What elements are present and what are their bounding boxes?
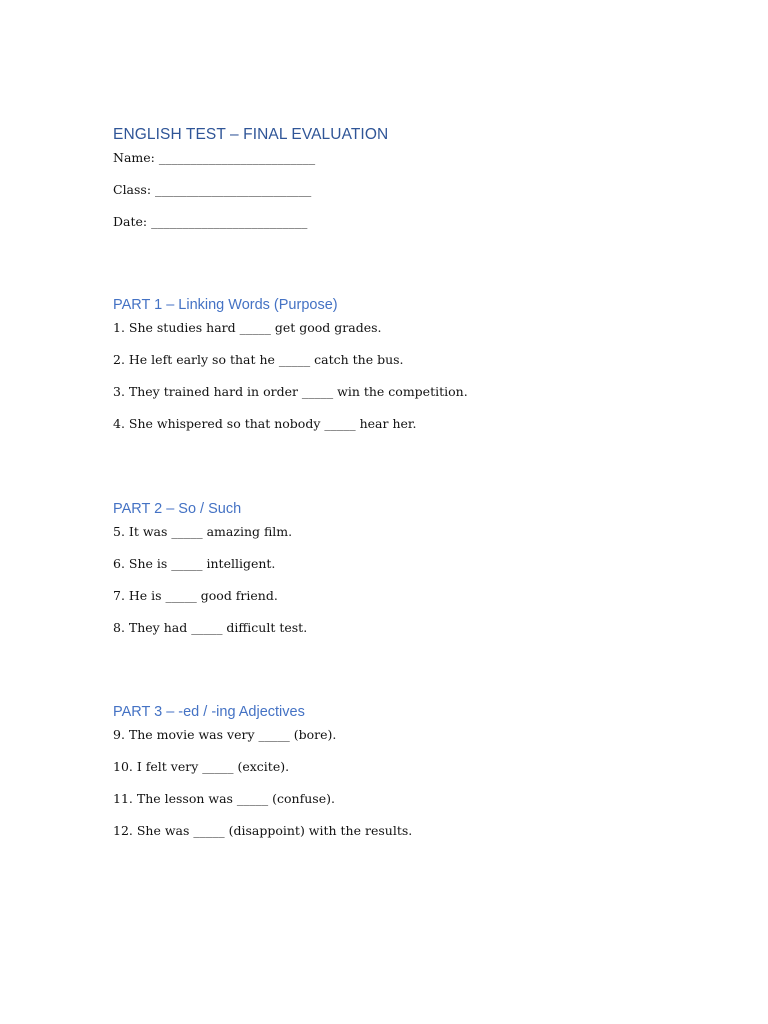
question-9: 9. The movie was very _____ (bore). — [113, 727, 337, 742]
name-field: Name: _________________________ — [113, 150, 316, 165]
part1-heading: PART 1 – Linking Words (Purpose) — [113, 297, 338, 313]
date-field: Date: _________________________ — [113, 214, 308, 229]
document-title: ENGLISH TEST – FINAL EVALUATION — [113, 126, 389, 143]
question-4: 4. She whispered so that nobody _____ hear her. — [113, 416, 417, 431]
question-8: 8. They had _____ difficult test. — [113, 620, 308, 635]
question-6: 6. She is _____ intelligent. — [113, 556, 276, 571]
part3-heading: PART 3 – -ed / -ing Adjectives — [113, 704, 305, 720]
question-11: 11. The lesson was _____ (confuse). — [113, 791, 335, 806]
class-field: Class: _________________________ — [113, 182, 312, 197]
question-10: 10. I felt very _____ (excite). — [113, 759, 290, 774]
question-2: 2. He left early so that he _____ catch the bus. — [113, 352, 404, 367]
part2-heading: PART 2 – So / Such — [113, 501, 242, 517]
question-1: 1. She studies hard _____ get good grades. — [113, 320, 382, 335]
question-5: 5. It was _____ amazing film. — [113, 524, 293, 539]
question-12: 12. She was _____ (disappoint) with the results. — [113, 823, 413, 838]
question-7: 7. He is _____ good friend. — [113, 588, 278, 603]
question-3: 3. They trained hard in order _____ win the competition. — [113, 384, 468, 399]
